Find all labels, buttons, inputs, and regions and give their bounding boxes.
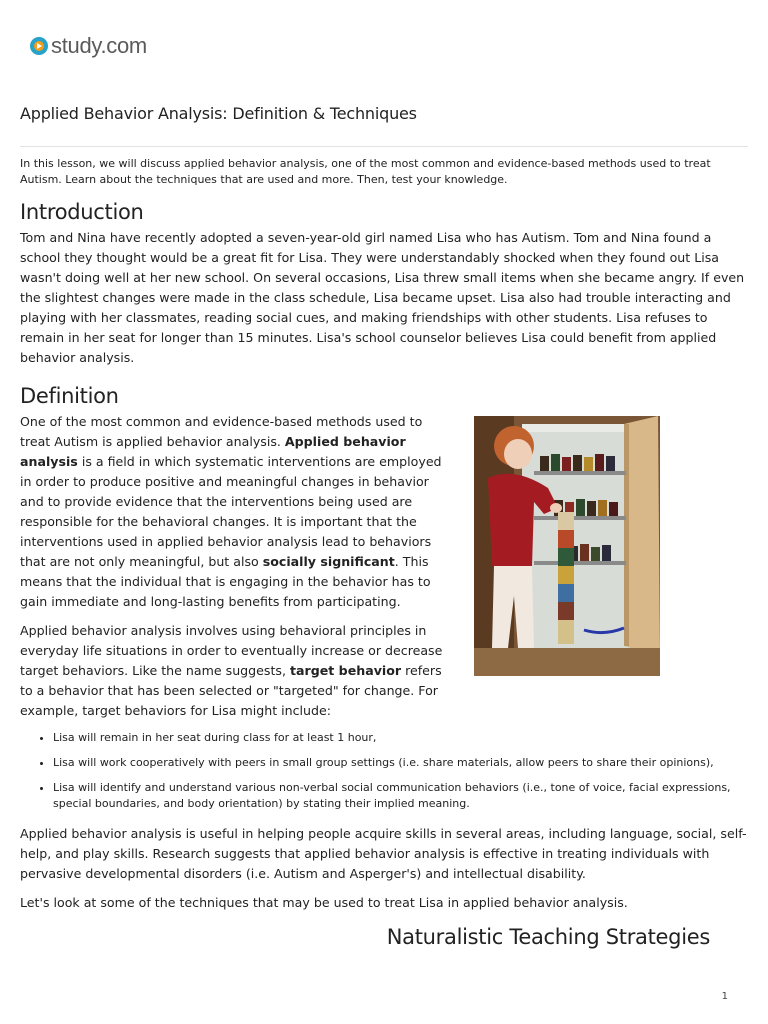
introduction-paragraph: Tom and Nina have recently adopted a seven-year-old girl named Lisa who has Autism. Tom and Nina found a school they thought would be a great fit for Lisa. They were understandably shocked when they found out Lisa wasn't doing well at her new school. On several occasions, Lisa threw small items when she became angry. If even the slightest changes were made in the class schedule, Lisa became upset. Lisa also had trouble interacting and playing with her classmates, reading social cues, and making friendships with other students. Lisa refuses to remain in her seat for longer than 15 minutes. Lisa's school counselor believes Lisa could benefit from applied behavior analysis. bbox=[20, 230, 745, 365]
page-title: Applied Behavior Analysis: Definition & Techniques bbox=[20, 104, 417, 123]
introduction-heading: Introduction bbox=[20, 200, 144, 224]
definition-paragraph-2: Applied behavior analysis involves using behavioral principles in everyday life situations in order to eventually increase or decrease target behaviors. Like the name suggests, target behavior refers to a behavior that has been selected or "targeted" for change. For example, target behaviors for Lisa might include: bbox=[20, 623, 443, 718]
naturalistic-teaching-heading: Naturalistic Teaching Strategies bbox=[386, 925, 710, 949]
definition-heading: Definition bbox=[20, 384, 119, 408]
page-number: 1 bbox=[721, 991, 728, 1002]
lesson-content bbox=[20, 104, 748, 953]
brand-name: study.com bbox=[51, 33, 147, 58]
definition-paragraph-3: Applied behavior analysis is useful in helping people acquire skills in several areas, including language, social, self-help, and play skills. Research suggests that applied behavior analysis is effective in treating individuals with pervasive developmental disorders (i.e. Autism and Asperger's) and intellectual disability. bbox=[20, 826, 747, 881]
definition-paragraph-4: Let's look at some of the techniques that may be used to treat Lisa in applied behavior analysis. bbox=[20, 895, 628, 910]
study-com-play-icon bbox=[30, 37, 48, 55]
child-stacking-cans-photo bbox=[474, 416, 660, 676]
list-item: • Lisa will work cooperatively with peers in small group settings (i.e. share materials, allow peers to share their opinions), bbox=[53, 755, 748, 771]
study-com-logo[interactable] bbox=[30, 33, 147, 59]
term-socially-significant: socially significant bbox=[262, 554, 395, 569]
title-divider bbox=[20, 146, 748, 147]
list-item: • Lisa will remain in her seat during class for at least 1 hour, bbox=[53, 730, 748, 746]
target-behaviors-list bbox=[20, 730, 748, 812]
term-applied-behavior-analysis: Applied behavior analysis bbox=[20, 434, 406, 469]
list-item: • Lisa will identify and understand various non-verbal social communication behaviors (i.e., tone of voice, facial expressions, special boundaries, and body orientation) by stating their implied meaning. bbox=[53, 780, 748, 812]
definition-paragraph-1: One of the most common and evidence-based methods used to treat Autism is applied behavior analysis. Applied behavior analysis is a field in which systematic interventions are employed in order to produce positive and meaningful changes in behavior and to provide evidence that the interventions being used are responsible for the behavioral changes. It is important that the interventions used in applied behavior analysis lead to behaviors that are not only meaningful, but also socially significant. This means that the individual that is engaging in the behavior has to gain immediate and long-lasting benefits from participating. bbox=[20, 414, 442, 609]
term-target-behavior: target behavior bbox=[289, 663, 402, 678]
lesson-summary: In this lesson, we will discuss applied behavior analysis, one of the most common and evidence-based methods used to treat Autism. Learn about the techniques that are used and more. Then, test your knowledge. bbox=[20, 157, 711, 186]
